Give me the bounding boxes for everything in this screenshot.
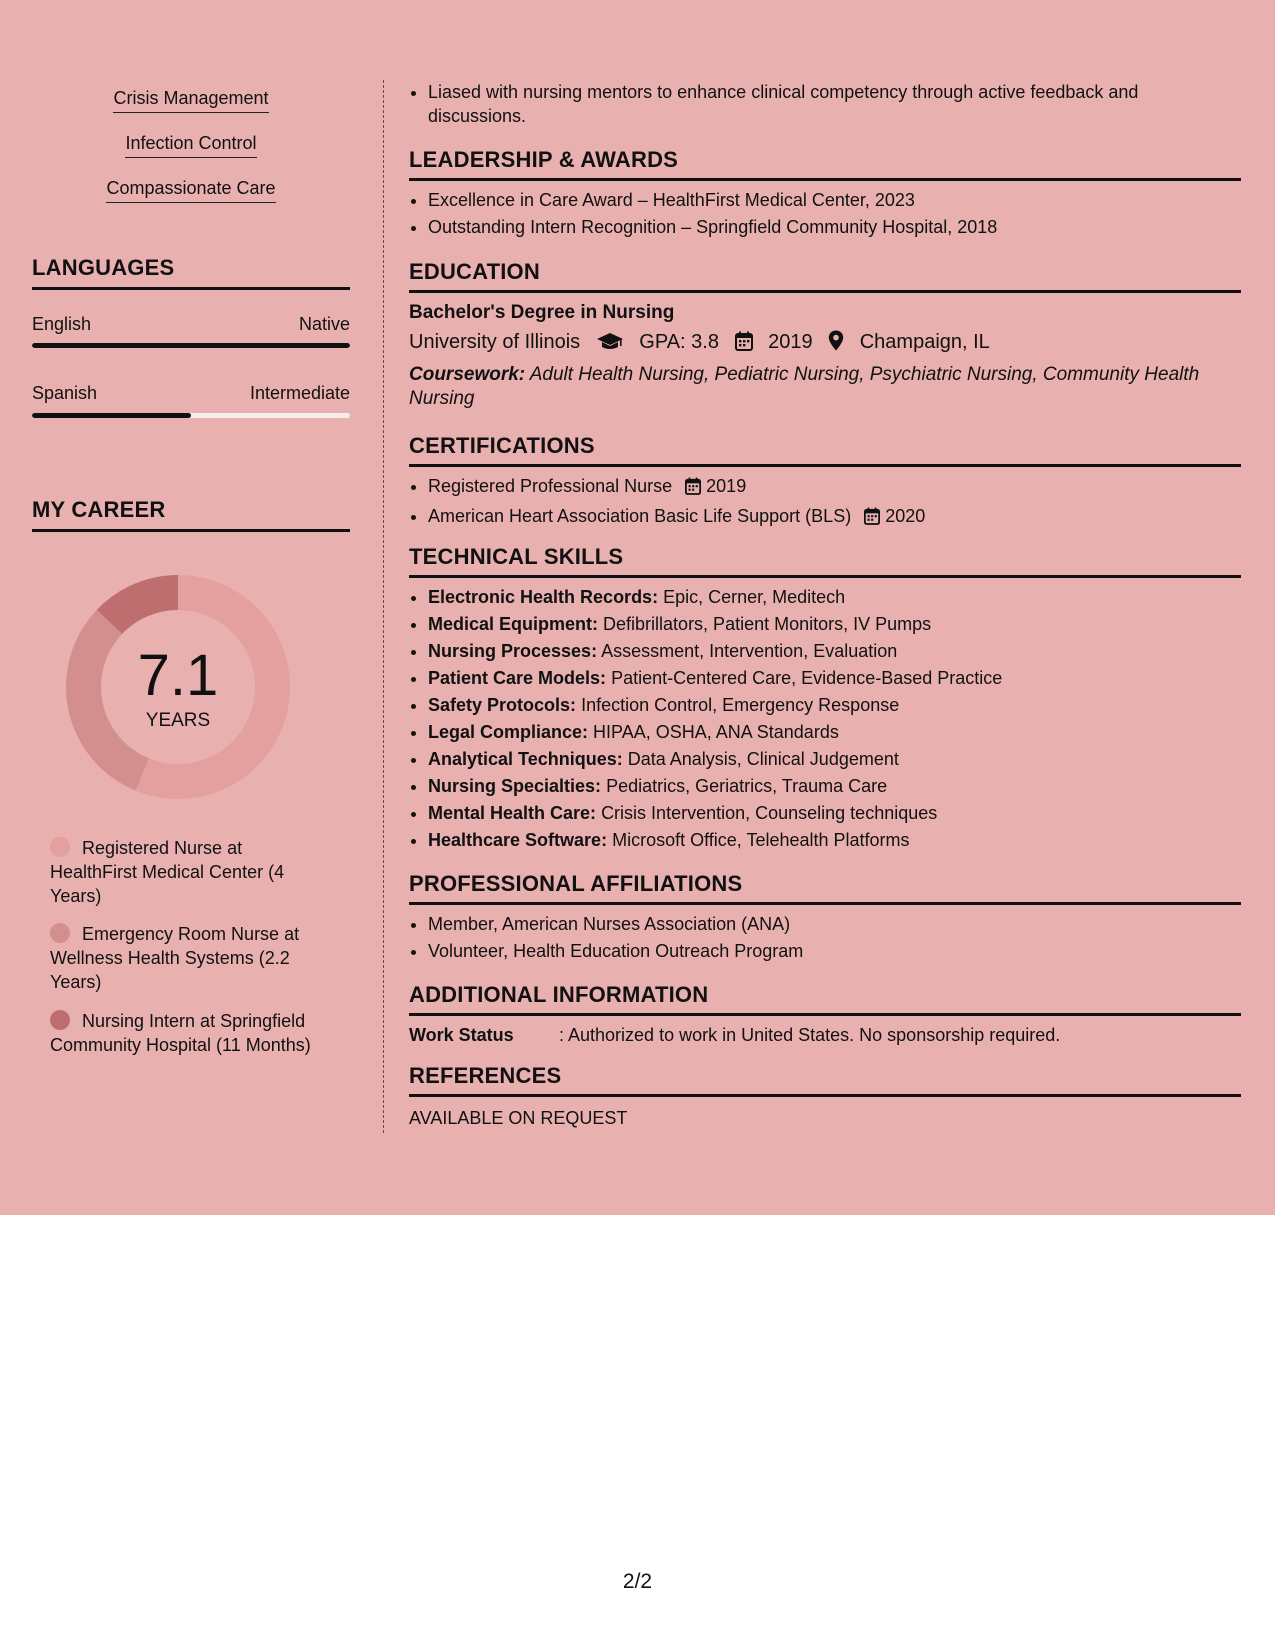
- technical-skill-label: Medical Equipment:: [428, 614, 599, 634]
- education-section: [409, 259, 1241, 411]
- technical-skill-value: Crisis Intervention, Counseling techniques: [601, 803, 938, 823]
- affiliation-item: • Member, American Nurses Association (ANA): [428, 911, 1241, 938]
- education-heading: EDUCATION: [409, 259, 1241, 293]
- technical-skill-item: [428, 638, 1241, 665]
- certification-year: 2019: [706, 476, 747, 496]
- calendar-icon: [735, 331, 753, 357]
- calendar-icon: [864, 506, 880, 533]
- certifications-section: [409, 433, 1241, 533]
- certification-item: [428, 473, 1241, 503]
- technical-skill-label: Safety Protocols:: [428, 695, 577, 715]
- certification-name: American Heart Association Basic Life Support (BLS): [428, 506, 852, 526]
- education-meta: [409, 330, 1241, 357]
- technical-skill-item: [428, 719, 1241, 746]
- certifications-heading: CERTIFICATIONS: [409, 433, 1241, 467]
- language-row: [32, 314, 350, 335]
- references-section: [409, 1063, 1241, 1129]
- references-value: AVAILABLE ON REQUEST: [409, 1108, 628, 1128]
- technical-skills-list: [409, 584, 1241, 854]
- certification-item: [428, 503, 1241, 533]
- legend-dot: [50, 837, 70, 857]
- intro-bullet: • Liased with nursing mentors to enhance clinical competency through active feedback and discussions.: [428, 80, 1241, 128]
- technical-skill-value: Microsoft Office, Telehealth Platforms: [612, 830, 910, 850]
- technical-skill-item: [428, 773, 1241, 800]
- language-bar-fill: [32, 413, 191, 418]
- language-bar-fill: [32, 343, 350, 348]
- career-item: [50, 836, 330, 908]
- leadership-item: • Outstanding Intern Recognition – Springfield Community Hospital, 2018: [428, 214, 1241, 241]
- affiliation-item: • Volunteer, Health Education Outreach Program: [428, 938, 1241, 965]
- graduation-cap-icon: [596, 331, 624, 357]
- skill-chip: Crisis Management: [113, 88, 268, 113]
- technical-skill-label: Nursing Specialties:: [428, 776, 602, 796]
- career-total: 7.1: [137, 643, 219, 708]
- technical-skill-item: [428, 665, 1241, 692]
- technical-skill-item: [428, 611, 1241, 638]
- technical-skill-item: [428, 692, 1241, 719]
- career-label: Registered Nurse at HealthFirst Medical Center (4 Years): [50, 838, 285, 906]
- coursework-value: Adult Health Nursing, Pediatric Nursing, Psychiatric Nursing, Community Health Nursing: [409, 364, 1200, 409]
- language-level: Intermediate: [249, 383, 350, 403]
- language-name: Spanish: [32, 383, 98, 403]
- legend-dot: [50, 1010, 70, 1030]
- references-heading: REFERENCES: [409, 1063, 1241, 1097]
- technical-skill-label: Electronic Health Records:: [428, 587, 659, 607]
- technical-skill-value: Patient-Centered Care, Evidence-Based Practice: [611, 668, 1003, 688]
- technical-skill-label: Mental Health Care:: [428, 803, 597, 823]
- degree-title: Bachelor's Degree in Nursing: [409, 302, 675, 323]
- leadership-item: • Excellence in Care Award – HealthFirst Medical Center, 2023: [428, 187, 1241, 214]
- technical-skill-item: [428, 584, 1241, 611]
- language-bar: [32, 413, 350, 418]
- language-name: English: [32, 314, 92, 334]
- career-item: [50, 922, 330, 994]
- career-label: Nursing Intern at Springfield Community Hospital (11 Months): [50, 1011, 311, 1055]
- work-status-label: Work Status: [409, 1025, 514, 1045]
- affiliations-section: [409, 871, 1241, 965]
- technical-skill-value: HIPAA, OSHA, ANA Standards: [593, 722, 839, 742]
- technical-skill-value: Assessment, Intervention, Evaluation: [601, 641, 898, 661]
- technical-skills-section: [409, 544, 1241, 854]
- technical-skill-label: Patient Care Models:: [428, 668, 607, 688]
- career-donut-chart: [66, 575, 290, 799]
- work-status-value: : Authorized to work in United States. No sponsorship required.: [559, 1025, 1061, 1045]
- gpa: GPA: 3.8: [639, 331, 719, 353]
- technical-skill-label: Healthcare Software:: [428, 830, 608, 850]
- language-bar: [32, 343, 350, 348]
- skills-list: [32, 88, 350, 223]
- intro-section: [409, 80, 1241, 128]
- skill-chip: Infection Control: [125, 133, 256, 158]
- technical-skill-label: Analytical Techniques:: [428, 749, 623, 769]
- school-name: University of Illinois: [409, 331, 581, 353]
- calendar-icon: [685, 476, 701, 503]
- leadership-section: [409, 147, 1241, 241]
- technical-skill-value: Data Analysis, Clinical Judgement: [627, 749, 899, 769]
- coursework: [409, 363, 1241, 411]
- technical-skill-value: Defibrillators, Patient Monitors, IV Pumps: [603, 614, 932, 634]
- technical-skill-item: [428, 746, 1241, 773]
- column-divider: [383, 80, 384, 1133]
- additional-info-section: [409, 982, 1241, 1046]
- language-row: [32, 383, 350, 404]
- additional-info-heading: ADDITIONAL INFORMATION: [409, 982, 1241, 1016]
- career-label: Emergency Room Nurse at Wellness Health Systems (2.2 Years): [50, 924, 300, 992]
- certification-year: 2020: [885, 506, 926, 526]
- school-location: Champaign, IL: [859, 331, 990, 353]
- technical-skill-label: Nursing Processes:: [428, 641, 598, 661]
- certification-name: Registered Professional Nurse: [428, 476, 673, 496]
- languages-heading: LANGUAGES: [32, 255, 350, 290]
- technical-skill-value: Epic, Cerner, Meditech: [663, 587, 846, 607]
- technical-skill-item: [428, 827, 1241, 854]
- leadership-heading: LEADERSHIP & AWARDS: [409, 147, 1241, 181]
- career-item: [50, 1009, 330, 1057]
- technical-skill-label: Legal Compliance:: [428, 722, 589, 742]
- skill-chip: Compassionate Care: [106, 178, 275, 203]
- language-level: Native: [298, 314, 350, 334]
- donut-center: [66, 575, 290, 799]
- legend-dot: [50, 923, 70, 943]
- technical-skill-value: Infection Control, Emergency Response: [581, 695, 900, 715]
- career-unit: YEARS: [145, 710, 211, 731]
- work-status-row: [409, 1025, 1241, 1046]
- location-pin-icon: [828, 330, 844, 357]
- technical-skill-item: [428, 800, 1241, 827]
- graduation-year: 2019: [768, 331, 813, 353]
- page-number: 2/2: [622, 1570, 653, 1593]
- technical-skill-value: Pediatrics, Geriatrics, Trauma Care: [606, 776, 888, 796]
- affiliations-heading: PROFESSIONAL AFFILIATIONS: [409, 871, 1241, 905]
- technical-skills-heading: TECHNICAL SKILLS: [409, 544, 1241, 578]
- career-heading: MY CAREER: [32, 497, 350, 532]
- coursework-label: Coursework:: [409, 364, 526, 385]
